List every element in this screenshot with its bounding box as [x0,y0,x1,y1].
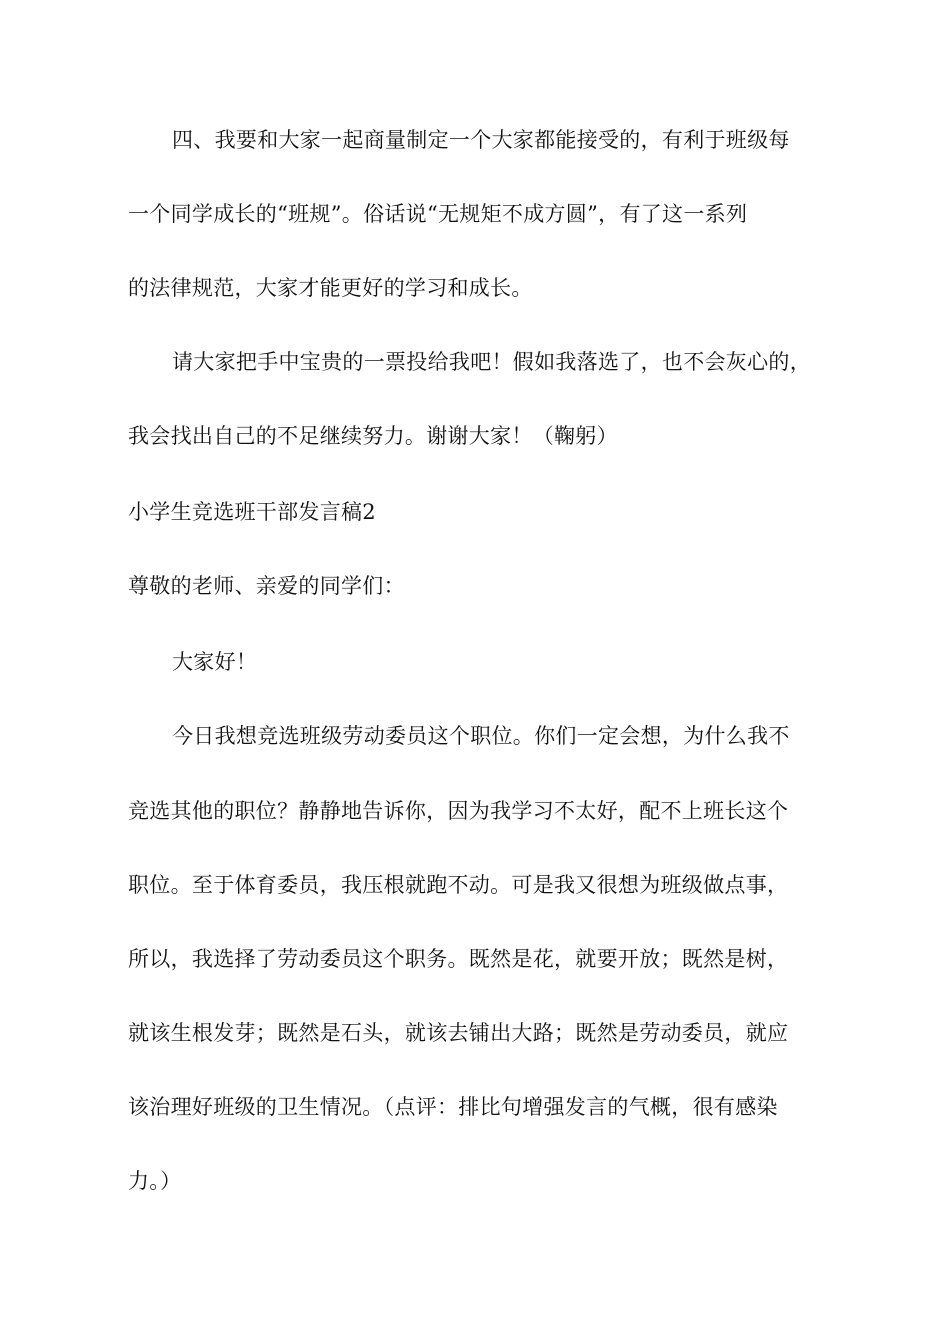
paragraph-line: 职位。至于体育委员，我压根就跑不动。可是我又很想为班级做点事， [128,873,789,897]
paragraph-line: 请大家把手中宝贵的一票投给我吧！假如我落选了，也不会灰心的， [172,350,811,374]
greeting-line: 大家好！ [172,650,258,674]
paragraph-line: 该治理好班级的卫生情况。（点评：排比句增强发言的气概，很有感染 [128,1095,778,1119]
paragraph-line: 我会找出自己的不足继续努力。谢谢大家！（鞠躬） [128,424,618,448]
paragraph-line: 一个同学成长的“班规”。俗话说“无规矩不成方圆”，有了这一系列 [128,202,748,226]
paragraph-line: 就该生根发芽；既然是石头，就该去铺出大路；既然是劳动委员，就应 [128,1021,789,1045]
paragraph-line: 竞选其他的职位？静静地告诉你，因为我学习不太好，配不上班长这个 [128,799,789,823]
section-heading: 小学生竞选班干部发言稿2 [128,500,376,524]
paragraph-line: 今日我想竞选班级劳动委员这个职位。你们一定会想，为什么我不 [172,724,790,748]
paragraph-line: 四、我要和大家一起商量制定一个大家都能接受的，有利于班级每 [172,128,790,152]
paragraph-line: 力。） [128,1169,182,1193]
salutation-line: 尊敬的老师、亲爱的同学们： [128,574,405,598]
paragraph-line: 的法律规范，大家才能更好的学习和成长。 [128,276,533,300]
paragraph-line: 所以，我选择了劳动委员这个职务。既然是花，就要开放；既然是树， [128,947,789,971]
